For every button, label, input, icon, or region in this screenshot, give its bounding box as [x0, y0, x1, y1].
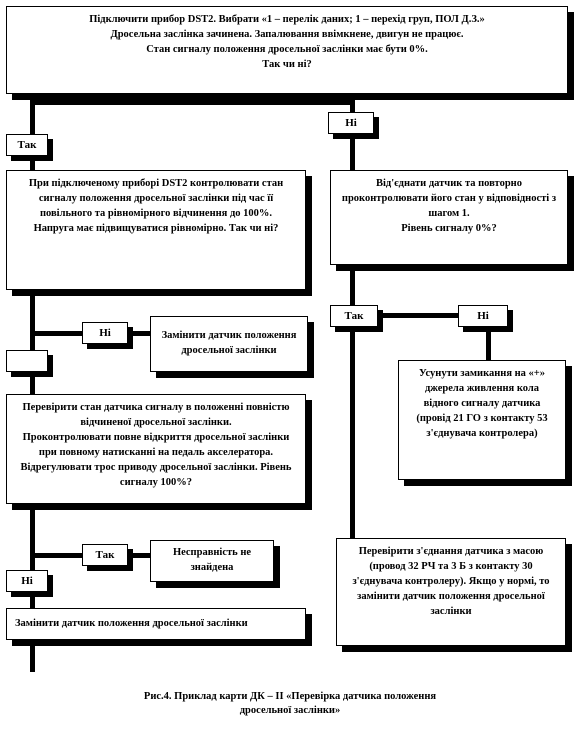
no-tag-1-label: Ні	[345, 117, 357, 129]
no-tag-2	[82, 322, 128, 344]
check-voltage-node	[6, 170, 306, 290]
start-step-text: Підключити прибор DST2. Вибрати «1 – перелік даних; 1 – перехід груп, ПОЛ Д.З.» Дросельна заслінка зачинена. Запалювання ввімкнене, двигун не працює. Стан сигналу положення дросельної заслінки має бути 0%. Так чи ні?	[89, 14, 485, 70]
recheck-full-text: Перевірити стан датчика сигналу в положенні повністю відчиненої дросельної заслінки. Проконтролювати повне відкриття дросельної заслінки при повному натисканні на педаль акселератора. Відрегулювати трос приводу дросельної заслінки. Рівень сигналу 100%?	[20, 402, 292, 488]
blank-tag	[6, 350, 48, 372]
disconnect-sensor-node	[330, 170, 568, 265]
yes-tag-2-label: Так	[95, 549, 115, 561]
no-tag-1	[328, 112, 374, 134]
yes-tag-2	[82, 544, 128, 566]
no-tag-4	[458, 305, 508, 327]
no-tag-2-label: Ні	[99, 327, 111, 339]
no-tag-4-label: Ні	[477, 310, 489, 322]
fix-short-node	[398, 360, 566, 480]
fix-short-text: Усунути замикання на «+» джерела живлення кола відного сигналу датчика (провід 21 ГО з контакту 53 з'єднувача контролера)	[416, 368, 548, 439]
figure-caption: Рис.4. Приклад карти ДК – II «Перевірка датчика положення дросельної заслінки»	[143, 691, 437, 717]
yes-tag-3-label: Так	[344, 310, 364, 322]
yes-tag-3	[330, 305, 378, 327]
no-tag-3-label: Ні	[21, 575, 33, 587]
replace-sensor-text-1: Замінити датчик положення дросельної заслінки	[161, 330, 297, 356]
check-voltage-text: При підключеному приборі DST2 контролювати стан сигналу положення дросельної заслінки під час її повільного та рівномірного відчинення до 100%. Напруга має підвищуватися рівномірно. Так чи ні?	[28, 178, 284, 234]
replace-sensor-node-1	[150, 316, 308, 372]
connector-top-horizontal	[30, 100, 355, 105]
no-tag-3	[6, 570, 48, 592]
not-found-node	[150, 540, 274, 582]
recheck-full-node	[6, 394, 306, 504]
replace-sensor-text-2: Замінити датчик положення дросельної заслінки	[15, 617, 248, 629]
check-ground-node	[336, 538, 566, 646]
not-found-text: Несправність не знайдена	[172, 547, 252, 573]
replace-sensor-node-2	[6, 608, 306, 640]
check-ground-text: Перевірити з'єднання датчика з масою (провод 32 РЧ та 3 Б з контакту 30 з'єднувача контролеру). Якщо у нормі, то замінити датчик положення дросельної заслінки	[352, 546, 550, 617]
start-step-node	[6, 6, 568, 94]
disconnect-sensor-text: Від'єднати датчик та повторно проконтролювати його стан у відповідності з шагом 1. Рівень сигналу 0%?	[341, 178, 557, 234]
yes-tag-1	[6, 134, 48, 156]
yes-tag-1-label: Так	[17, 139, 37, 151]
